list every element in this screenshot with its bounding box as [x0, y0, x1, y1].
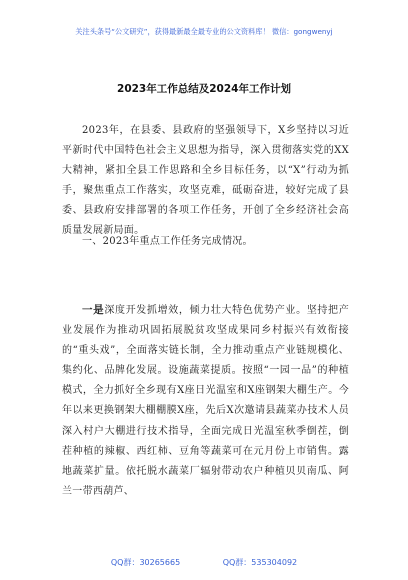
paragraph-lead-marker: 一是: [82, 304, 105, 316]
footer-qq-group-2: QQ群：535304092: [222, 558, 298, 567]
paragraph-industry: [62, 300, 349, 502]
paragraph-intro: 2023年，在县委、县政府的坚强领导下，X乡坚持以习近平新时代中国特色社会主义思想为指导，深入贯彻落实党的XX大精神，紧扣全县工作思路和全乡目标任务，以“X”行动为抓手，聚焦重点工作落实，攻坚克难，砥砺奋进，较好完成了县委、县政府安排部署的各项工作任务，开创了全乡经济社会高质量发展新局面。: [62, 125, 349, 237]
paragraph-industry-text: 深度开发抓增效，倾力壮大特色优势产业。坚持把产业发展作为推动巩固拓展脱贫攻坚成果同乡村振兴有效衔接的“重头戏”，全面落实链长制，全力推动重点产业链规模化、集约化、品牌化发展。设施蔬菜提质。按照“一园一品”的种植模式，全力抓好全乡现有X座日光温室和X座钢架大棚生产。今年以来更换钢架大棚棚膜X座，先后X次邀请县蔬菜办技术人员深入村户大棚进行技术指导，全面完成日光温室秋季倒茬，倒茬种植的辣椒、西红柿、豆角等蔬菜可在元月份上市销售。露地蔬菜扩量。依托脱水蔬菜厂辐射带动农户种植贝贝南瓜、阿兰一带西葫芦、: [62, 305, 349, 497]
document-title: 2023年工作总结及2024年工作计划: [117, 83, 291, 95]
footer-qq-group-1: QQ群：30265665: [110, 558, 181, 567]
footer-contact-bar: [0, 557, 408, 568]
header-banner: 关注头条号“公文研究”，获得最新最全最专业的公文资料库！ 微信：gongwenyj: [75, 27, 333, 36]
section-heading: 一、2023年重点工作任务完成情况。: [82, 236, 253, 247]
